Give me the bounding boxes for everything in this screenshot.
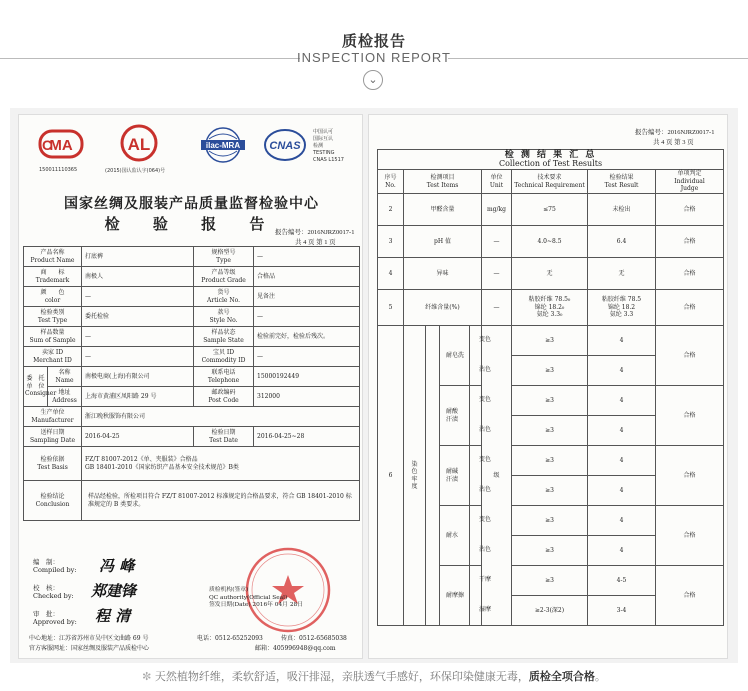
fastness-req: ≥3 bbox=[512, 566, 588, 596]
section-header bbox=[0, 0, 748, 100]
row-unit: — bbox=[482, 258, 512, 290]
cnas-caption: 中国认可 国际互认 检测 TESTING CNAS L1517 bbox=[313, 129, 344, 163]
report-subtitle: 检 验 报 告 bbox=[104, 215, 279, 233]
col-judge: 单项判定 Individual Judge bbox=[656, 170, 724, 194]
row-unit: mg/kg bbox=[482, 194, 512, 226]
fastness-sublabel: 变色 bbox=[469, 385, 500, 415]
footer-phone: 电话：0512-65252093 bbox=[197, 635, 263, 642]
color: — bbox=[82, 287, 194, 307]
commodity: — bbox=[254, 347, 360, 367]
fastness-judge: 合格 bbox=[656, 446, 724, 506]
bottom-text: 天然植物纤维，柔软舒适，吸汗排湿，亲肤透气手感好，环保印染健康无毒， bbox=[154, 670, 529, 683]
checked-label: 校 核： Checked by: bbox=[33, 584, 74, 600]
model-label: 规格型号 Type bbox=[194, 247, 254, 267]
leaf-icon: ✼ bbox=[142, 670, 152, 683]
name-label: 名称 Name bbox=[48, 367, 82, 387]
fastness-req: ≥3 bbox=[512, 446, 588, 476]
fastness-req: ≥2-3(深2) bbox=[512, 596, 588, 626]
results-title-en: Collection of Test Results bbox=[498, 158, 603, 168]
fastness-req: ≥3 bbox=[512, 476, 588, 506]
fastness-group: 耐酸 汗渍 bbox=[440, 386, 482, 446]
row-item: 异味 bbox=[404, 258, 482, 290]
fastness-sublabel: 沾色 bbox=[469, 415, 500, 445]
fastness-req: ≥3 bbox=[512, 356, 588, 386]
sampling-date: 2016-04-25 bbox=[82, 427, 194, 447]
telephone: 15000192449 bbox=[254, 367, 360, 387]
conclusion-label: 检验结论 Conclusion bbox=[24, 481, 82, 521]
row-item: 纤维含量(%) bbox=[404, 290, 482, 326]
checked-signature: 郑建锋 bbox=[91, 582, 137, 600]
report-number: 报告编号：2016NJRZ0017-1 bbox=[275, 229, 355, 236]
row-judge: 合格 bbox=[656, 258, 724, 290]
fastness-sublabel: 变色 bbox=[469, 445, 500, 475]
page-number-right: 共 4 页 第 3 页 bbox=[653, 139, 694, 146]
fastness-sublabel: 沾色 bbox=[469, 355, 500, 385]
compiled-signature: 冯 峰 bbox=[99, 557, 135, 575]
row-item: 甲醛含量 bbox=[404, 194, 482, 226]
fastness-sublabel: 沾色 bbox=[469, 475, 500, 505]
address-label: 地址 Address bbox=[48, 387, 82, 407]
inspection-report-page-3 bbox=[368, 114, 728, 659]
fastness-req: ≥3 bbox=[512, 506, 588, 536]
commodity-label: 宝贝 ID Commodity ID bbox=[194, 347, 254, 367]
row-result: 无 bbox=[588, 258, 656, 290]
footer-address: 中心地址：江苏省苏州市吴中区文曲路 69 号 bbox=[29, 635, 149, 642]
col-result: 检验结果 Test Result bbox=[588, 170, 656, 194]
fastness-res: 3-4 bbox=[588, 596, 656, 626]
fastness-sublabel: 变色 bbox=[469, 325, 500, 355]
sum: — bbox=[82, 327, 194, 347]
fastness-req: ≥3 bbox=[512, 416, 588, 446]
test-results-table bbox=[377, 149, 724, 626]
svg-text:ilac-MRA: ilac-MRA bbox=[205, 141, 241, 150]
state-label: 样品状态 Sample State bbox=[194, 327, 254, 347]
footer-website: 官方客服网址：国家丝绸及服装产品质检中心 bbox=[29, 645, 150, 652]
conclusion: 样品经检验，所检项目符合 FZ/T 81007-2012 标准规定的合格品要求，符合 GB 18401-2010 标准规定的 B 类要求。 bbox=[82, 481, 360, 521]
table-row bbox=[378, 290, 724, 326]
fastness-res: 4 bbox=[588, 326, 656, 356]
bottom-caption bbox=[0, 668, 748, 684]
fastness-group: 耐摩擦 bbox=[440, 566, 482, 626]
expand-button[interactable] bbox=[363, 70, 383, 90]
table-row bbox=[378, 194, 724, 226]
fastness-no: 6 bbox=[378, 326, 404, 626]
article: 见备注 bbox=[254, 287, 360, 307]
fastness-sublabel: 湿摩 bbox=[469, 595, 500, 625]
cnas-logo bbox=[263, 127, 307, 168]
fastness-req: ≥3 bbox=[512, 326, 588, 356]
test-date: 2016-04-25~28 bbox=[254, 427, 360, 447]
row-req: 粘胶纤维 78.5₀ 锦纶 18.2₀ 氨纶 3.3₀ bbox=[512, 290, 588, 326]
consigner-label: 委 托 单 位 Consigner bbox=[24, 367, 48, 407]
row-no: 4 bbox=[378, 258, 404, 290]
row-judge: 合格 bbox=[656, 226, 724, 258]
footer-fax: 传真：0512-65685038 bbox=[281, 635, 347, 642]
cal-logo bbox=[119, 123, 159, 168]
col-item: 检测项目 Test Items bbox=[404, 170, 482, 194]
row-req: ≤75 bbox=[512, 194, 588, 226]
fastness-res: 4 bbox=[588, 536, 656, 566]
row-no: 5 bbox=[378, 290, 404, 326]
fastness-item: 染 色 牢 度 bbox=[404, 326, 426, 626]
address: 上海市黄浦区凤阳路 29 号 bbox=[82, 387, 194, 407]
table-row bbox=[378, 226, 724, 258]
trademark: 南极人 bbox=[82, 267, 194, 287]
approved-signature: 程 清 bbox=[95, 607, 131, 625]
fastness-group: 耐皂洗 bbox=[440, 326, 482, 386]
trademark-label: 商 标 Trademark bbox=[24, 267, 82, 287]
postcode-label: 邮政编码 Post Code bbox=[194, 387, 254, 407]
svg-text:C: C bbox=[41, 137, 53, 153]
sampling-date-label: 送样日期 Sampling Date bbox=[24, 427, 82, 447]
ilac-mra-logo bbox=[197, 125, 249, 170]
svg-text:CNAS: CNAS bbox=[269, 140, 301, 152]
row-no: 3 bbox=[378, 226, 404, 258]
style-label: 款号 Style No. bbox=[194, 307, 254, 327]
fastness-judge: 合格 bbox=[656, 506, 724, 566]
product-name: 打底裤 bbox=[82, 247, 194, 267]
fastness-res: 4 bbox=[588, 356, 656, 386]
fastness-res: 4 bbox=[588, 506, 656, 536]
fastness-judge: 合格 bbox=[656, 386, 724, 446]
inspection-report-page-1 bbox=[18, 114, 363, 659]
svg-text:AL: AL bbox=[127, 135, 151, 154]
svg-text:MA: MA bbox=[49, 137, 73, 154]
color-label: 颜 色 color bbox=[24, 287, 82, 307]
fastness-unit: 级 bbox=[482, 326, 512, 626]
fastness-judge: 合格 bbox=[656, 566, 724, 626]
cma-logo bbox=[39, 127, 83, 166]
postcode: 312000 bbox=[254, 387, 360, 407]
state: 检验前完好，检验后残次。 bbox=[254, 327, 360, 347]
cal-code: (2015)国认监认字(064)号 bbox=[105, 168, 166, 174]
telephone-label: 联系电话 Telephone bbox=[194, 367, 254, 387]
cma-code: 150011110365 bbox=[39, 167, 78, 173]
grade: 合格品 bbox=[254, 267, 360, 287]
manufacturer: 浙江晚秋服饰有限公司 bbox=[82, 407, 360, 427]
approved-label: 审 批： Approved by: bbox=[33, 610, 77, 626]
test-type: 委托检验 bbox=[82, 307, 194, 327]
col-no: 序号 No. bbox=[378, 170, 404, 194]
fastness-sublabel: 变色 bbox=[469, 505, 500, 535]
results-title: 检 测 结 果 汇 总 bbox=[504, 150, 597, 161]
footer-email: 邮箱：405996948@qq.com bbox=[255, 645, 336, 652]
fastness-req: ≥3 bbox=[512, 386, 588, 416]
grade-label: 产品等级 Product Grade bbox=[194, 267, 254, 287]
spacer bbox=[426, 326, 440, 626]
results-title-cell bbox=[378, 150, 724, 170]
row-unit: — bbox=[482, 226, 512, 258]
fastness-judge: 合格 bbox=[656, 326, 724, 386]
fastness-sublabel: 沾色 bbox=[469, 535, 500, 565]
consigner-name: 南极电商(上海)有限公司 bbox=[82, 367, 194, 387]
test-type-label: 检验类别 Test Type bbox=[24, 307, 82, 327]
report-title: 国家丝绸及服装产品质量监督检验中心 bbox=[64, 196, 319, 212]
row-unit: — bbox=[482, 290, 512, 326]
fastness-res: 4-5 bbox=[588, 566, 656, 596]
test-basis: FZ/T 81007-2012《单、夹服装》合格品 GB 18401-2010《国家纺织产品基本安全技术规范》B类 bbox=[82, 447, 360, 481]
row-item: pH 值 bbox=[404, 226, 482, 258]
row-judge: 合格 bbox=[656, 290, 724, 326]
compiled-label: 编 制： Compiled by: bbox=[33, 558, 77, 574]
row-result: 未检出 bbox=[588, 194, 656, 226]
test-date-label: 检验日期 Test Date bbox=[194, 427, 254, 447]
seal-caption: 质检机构(签章) QC authority(Official Seal) 签发日期(Date) 2016年 04月 28日 bbox=[209, 587, 303, 608]
fastness-sublabel: 干摩 bbox=[469, 565, 500, 595]
fastness-res: 4 bbox=[588, 386, 656, 416]
article-label: 货号 Article No. bbox=[194, 287, 254, 307]
manufacturer-label: 生产单位 Manufacturer bbox=[24, 407, 82, 427]
row-result: 粘胶纤维 78.5 锦纶 18.2 氨纶 3.3 bbox=[588, 290, 656, 326]
merchant: — bbox=[82, 347, 194, 367]
report-number-right: 报告编号：2016NJRZ0017-1 bbox=[635, 129, 715, 136]
fastness-res: 4 bbox=[588, 416, 656, 446]
header-subtitle: INSPECTION REPORT bbox=[296, 50, 451, 65]
page-number: 共 4 页 第 1 页 bbox=[295, 239, 336, 246]
table-row bbox=[378, 258, 724, 290]
chevron-down-icon: ⌄ bbox=[368, 73, 378, 86]
col-unit: 单位 Unit bbox=[482, 170, 512, 194]
certification-logos bbox=[25, 123, 355, 185]
bottom-bold: 质检全项合格 bbox=[528, 670, 595, 683]
fastness-req: ≥3 bbox=[512, 536, 588, 566]
header-title: 质检报告 bbox=[341, 32, 406, 50]
row-req: 无 bbox=[512, 258, 588, 290]
bottom-end: 。 bbox=[594, 670, 606, 683]
col-req: 技术要求 Technical Requirement bbox=[512, 170, 588, 194]
fastness-res: 4 bbox=[588, 446, 656, 476]
merchant-label: 卖家 ID Merchant ID bbox=[24, 347, 82, 367]
fastness-group: 耐水 bbox=[440, 506, 482, 566]
style-no: — bbox=[254, 307, 360, 327]
report-info-table bbox=[23, 246, 360, 521]
fastness-group: 耐碱 汗渍 bbox=[440, 446, 482, 506]
row-judge: 合格 bbox=[656, 194, 724, 226]
product-name-label: 产品名称 Product Name bbox=[24, 247, 82, 267]
basis-label: 检验依据 Test Basis bbox=[24, 447, 82, 481]
sum-label: 样品数量 Sum of Sample bbox=[24, 327, 82, 347]
model: — bbox=[254, 247, 360, 267]
row-req: 4.0~8.5 bbox=[512, 226, 588, 258]
fastness-res: 4 bbox=[588, 476, 656, 506]
row-result: 6.4 bbox=[588, 226, 656, 258]
row-no: 2 bbox=[378, 194, 404, 226]
